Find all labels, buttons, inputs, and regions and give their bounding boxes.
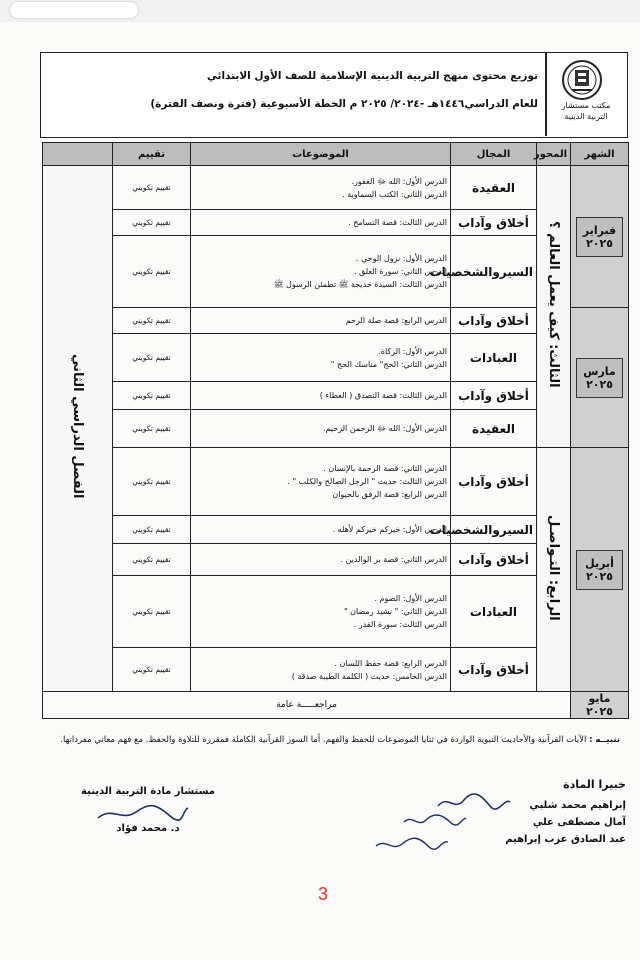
signature-3 [372, 832, 452, 854]
topics-cell: الدرس الرابع: قصة حفظ اللسان . الدرس الخامس: حديث ( الكلمة الطيبة صدقة ) [191, 648, 451, 692]
col-eval: تقييم [113, 143, 191, 166]
header-divider [545, 52, 547, 136]
term-cell: الفصل الدراسي الثاني [43, 166, 113, 692]
eval-cell: تقييم تكويني [113, 544, 191, 576]
ministry-logo [560, 58, 604, 102]
expert-name-1: إبراهيم محمد شلبي [529, 800, 626, 811]
month-mar: مارس ٢٠٢٥ [571, 308, 629, 448]
col-axis: المحور [537, 143, 571, 166]
note-block [40, 732, 620, 748]
eval-cell: تقييم تكويني [113, 448, 191, 516]
topics-cell: الدرس الأول: الصوم . الدرس الثاني: " نشيد رمضان " الدرس الثالث: سورة القدر . [191, 576, 451, 648]
domain-cell: أخلاق وآداب [451, 382, 537, 410]
office-line2: التربية الدينية [564, 112, 608, 121]
domain-cell: السيروالشخصيات [451, 516, 537, 544]
review-cell: مراجعـــــة عامة [43, 692, 571, 719]
eval-cell: تقييم تكويني [113, 382, 191, 410]
document-subtitle: للعام الدراسي١٤٤٦هـ -٢٠٢٤/ ٢٠٢٥ م الخطة الأسبوعية (فترة ونصف الفترة) [150, 98, 538, 110]
office-name [548, 100, 624, 122]
eval-cell: تقييم تكويني [113, 576, 191, 648]
eval-cell: تقييم تكويني [113, 308, 191, 334]
table-header-row [43, 143, 629, 166]
top-pill[interactable] [10, 2, 138, 18]
page-number: 3 [318, 884, 329, 904]
domain-cell: العقيدة [451, 410, 537, 448]
month-feb: فبراير ٢٠٢٥ [571, 166, 629, 308]
topics-cell: الدرس الأول: الله ﷻ الرحمن الرحيم. [191, 410, 451, 448]
office-line1: مكتب مستشار [561, 101, 611, 110]
note-text: الآيات القرآنية والأحاديث النبوية الواردة في ثنايا الموضوعات للحفظ والفهم. أما السور القرآنية الكاملة فمقررة للتلاوة والحفظ. مع فهم معاني مفرداتها. [60, 735, 587, 745]
axis-third: الثالث: كيف يعمل العالم ؟ [537, 166, 571, 448]
topics-cell: الدرس الثالث: قصة التصدق ( العطاء ) [191, 382, 451, 410]
eval-cell: تقييم تكويني [113, 166, 191, 210]
domain-cell: العبادات [451, 334, 537, 382]
eval-cell: تقييم تكويني [113, 210, 191, 236]
eval-cell: تقييم تكويني [113, 236, 191, 308]
topics-cell: الدرس الثاني: قصة بر الوالدين . [191, 544, 451, 576]
note-label: تنبيــه : [589, 735, 620, 745]
topics-cell: الدرس الأول: الله ﷻ الغفور. الدرس الثاني: الكتب السماوية . [191, 166, 451, 210]
col-term [43, 143, 113, 166]
curriculum-table [42, 142, 629, 719]
domain-cell: أخلاق وآداب [451, 648, 537, 692]
table-row [43, 692, 629, 719]
domain-cell: العبادات [451, 576, 537, 648]
experts-heading: خبيرا المادة [563, 778, 626, 791]
domain-cell: أخلاق وآداب [451, 308, 537, 334]
col-domain: المجال [451, 143, 537, 166]
col-month: الشهر [571, 143, 629, 166]
domain-cell: السيروالشخصيات [451, 236, 537, 308]
advisor-name: د. محمد فؤاد [116, 823, 180, 834]
eval-cell: تقييم تكويني [113, 410, 191, 448]
topics-cell: الدرس الثالث: قصة التسامح . [191, 210, 451, 236]
eval-cell: تقييم تكويني [113, 334, 191, 382]
col-topics: الموضوعات [191, 143, 451, 166]
advisor-title: مستشار مادة التربية الدينية [81, 786, 215, 797]
axis-fourth: الرابع: التـواصـل [537, 448, 571, 692]
table-row [43, 448, 629, 516]
table-row [43, 166, 629, 210]
month-may: مايو ٢٠٢٥ [571, 692, 629, 719]
expert-name-2: آمال مصطفى علي [532, 817, 626, 828]
topics-cell: الدرس الرابع: قصة صلة الرحم [191, 308, 451, 334]
domain-cell: أخلاق وآداب [451, 448, 537, 516]
topics-cell: الدرس الأول: الزكاة. الدرس الثاني: الحج" مناسك الحج " [191, 334, 451, 382]
eval-cell: تقييم تكويني [113, 516, 191, 544]
expert-name-3: عبد الصادق عزب إبراهيم [505, 834, 626, 845]
topics-cell: الدرس الأول: خيركم خيركم لأهله . [191, 516, 451, 544]
month-apr: أبريل ٢٠٢٥ [571, 448, 629, 692]
domain-cell: أخلاق وآداب [451, 210, 537, 236]
domain-cell: العقيدة [451, 166, 537, 210]
advisor-signature [92, 800, 192, 826]
document-title: توزيع محتوى منهج التربية الدينية الإسلامية للصف الأول الابتدائي [206, 70, 538, 82]
topics-cell: الدرس الأول: نزول الوحي . الدرس الثاني: سورة العلق . الدرس الثالث: السيدة خديجة ﷺ تطمئن الرسول ﷺ [191, 236, 451, 308]
eval-cell: تقييم تكويني [113, 648, 191, 692]
header-box [40, 52, 628, 138]
topics-cell: الدرس الثاني: قصة الرحمة بالإنسان . الدرس الثالث: حديث " الرجل الصالح والكلب " . الدرس الرابع: قصة الرفق بالحيوان [191, 448, 451, 516]
domain-cell: أخلاق وآداب [451, 544, 537, 576]
signature-2 [400, 810, 470, 830]
